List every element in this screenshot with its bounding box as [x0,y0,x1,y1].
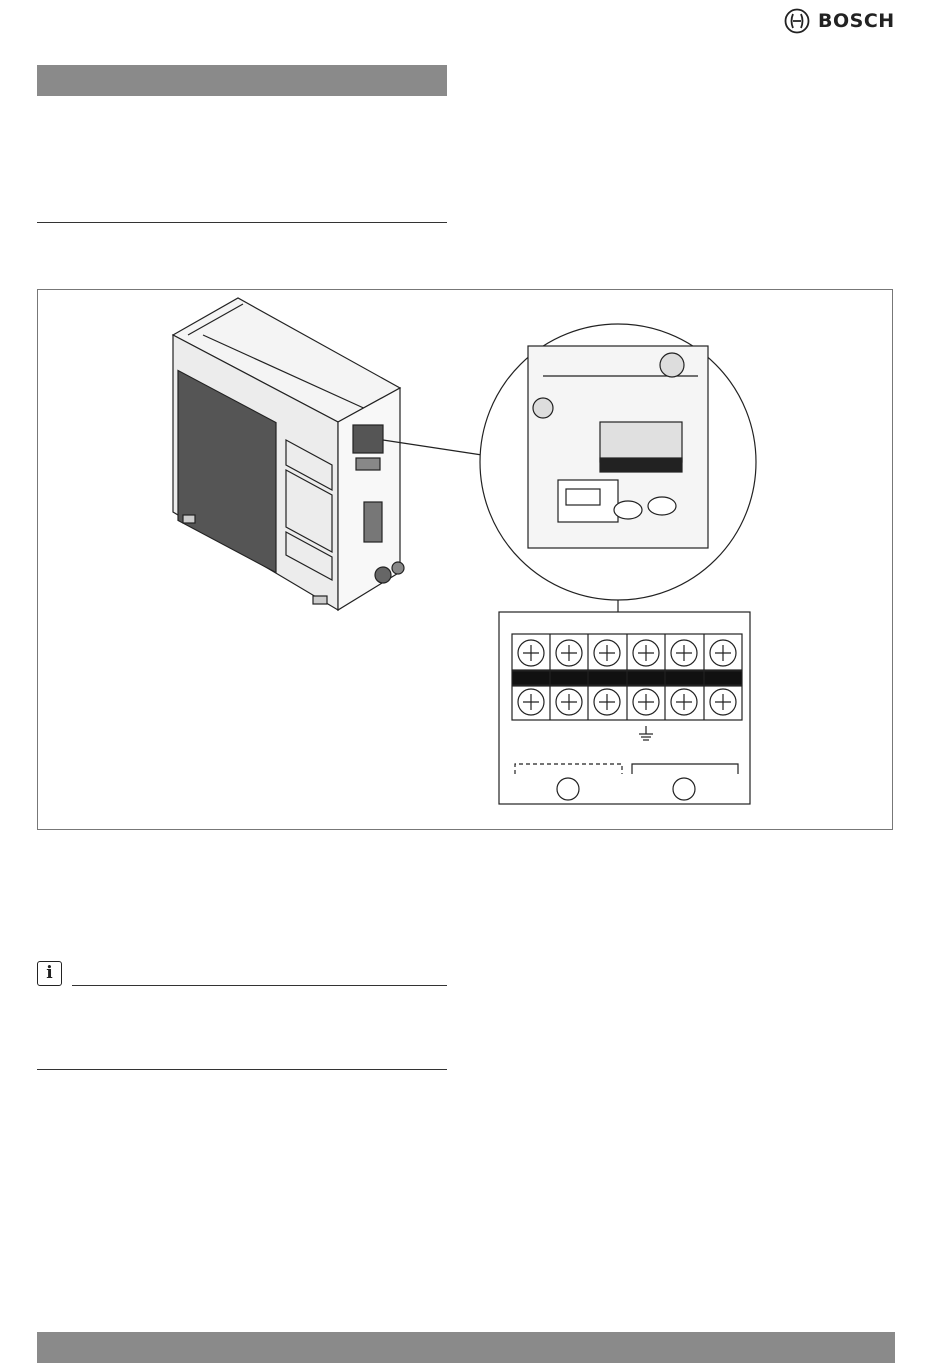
bosch-logo [784,7,900,35]
figure-illustration [38,290,894,831]
info-icon: i [37,961,62,986]
section-heading-bar [37,65,447,96]
brand-name: BOSCH [818,10,895,32]
terminal-block-diagram [499,612,750,804]
section-divider [37,222,447,223]
info-note-top-rule [72,985,447,986]
info-note-bottom-rule [37,1069,447,1070]
footer-bar [37,1332,895,1363]
figure-frame [37,289,893,830]
bosch-armature-icon [784,8,810,34]
outdoor-unit-illustration [173,298,482,610]
control-box-detail-magnifier [480,324,756,612]
